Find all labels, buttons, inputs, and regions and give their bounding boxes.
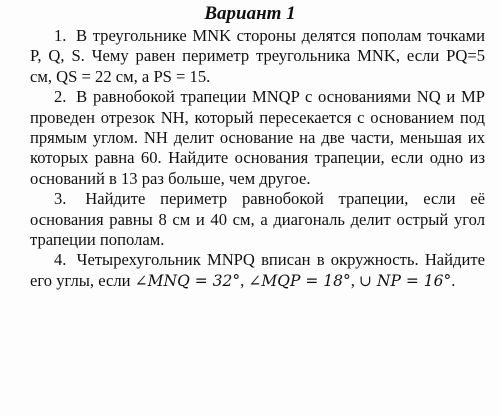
arc-np-formula: ∪ NP = 16°: [359, 271, 452, 290]
separator: ,: [350, 270, 360, 290]
task-number: 1.: [54, 26, 67, 45]
task-3: [30, 189, 485, 250]
task-text: Четырехугольник MNPQ вписан в окружность. Найдите его углы, если: [30, 250, 485, 290]
variant-title: Вариант 1: [204, 3, 296, 24]
task-text-end: .: [451, 270, 456, 290]
task-list: [30, 26, 485, 291]
task-text: В треугольнике MNK стороны делятся пополам точками P, Q, S. Чему равен периметр треугольника MNK, если PQ=5 см, QS = 22 см, а PS = 15.: [30, 26, 485, 86]
task-number: 2.: [54, 87, 67, 107]
task-2: [30, 87, 485, 189]
task-text: Найдите периметр равнобокой трапеции, если её основания равны 8 см и 40 см, а диагональ делит острый угол трапеции пополам.: [30, 189, 485, 250]
task-1: [30, 26, 485, 87]
task-text: В равнобокой трапеции MNQP с основаниями NQ и MP проведен отрезок NH, который пересекается с основанием под прямым углом. NH делит основание на две части, меньшая их которых равна 60. Найдите основания трапеции, если одно из оснований в 13 раз больше, чем другое.: [30, 87, 486, 188]
angle-mqp-formula: ∠MQP = 18°: [248, 271, 351, 290]
angle-mnq-formula: ∠MNQ = 32°: [134, 271, 241, 290]
task-4: [30, 250, 485, 291]
task-number: 3.: [54, 189, 67, 209]
separator: ,: [240, 270, 249, 290]
task-number: 4.: [54, 250, 67, 270]
